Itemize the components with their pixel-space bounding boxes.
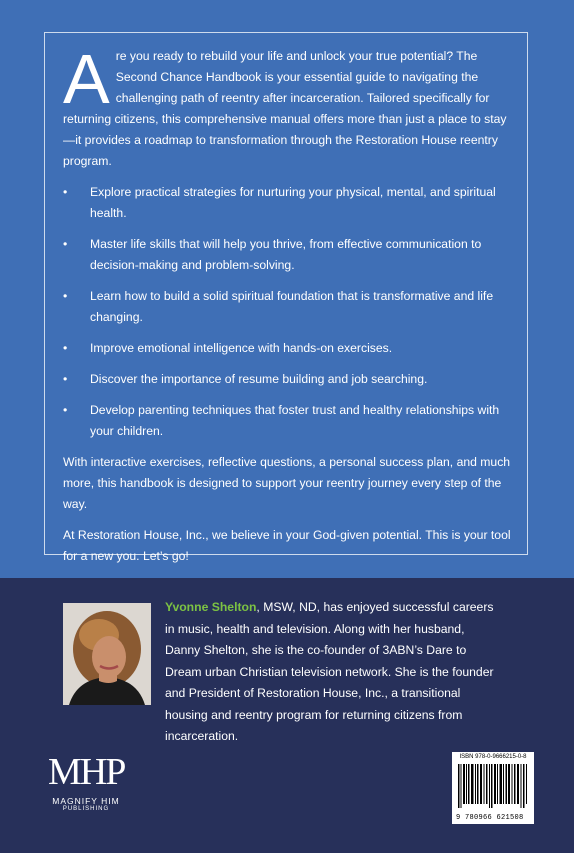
isbn-label: ISBN 978-0-9666215-0-8 <box>459 754 527 760</box>
list-item: • Learn how to build a solid spiritual foundation that is transformative and life changing. <box>63 286 511 328</box>
list-item: • Explore practical strategies for nurturing your physical, mental, and spiritual health. <box>63 182 511 224</box>
publisher-mark: MHP <box>48 751 125 793</box>
author-portrait-icon <box>63 603 151 705</box>
author-bio-text: , MSW, ND, has enjoyed successful careers in music, health and television. Along with her husband, Danny Shelton, she is the co-founder of 3ABN’s Dare to Dream urban Christian television network. She is the founder and President of Restoration House, Inc., a transitional housing and reentry program for returning citizens from incarceration. <box>165 600 494 743</box>
author-photo <box>63 603 151 705</box>
author-bio <box>165 597 497 748</box>
drop-cap: A <box>63 40 110 118</box>
barcode-digits: 9 780966 621508 <box>456 814 524 822</box>
bullet-mark: • <box>63 372 68 386</box>
author-name: Yvonne Shelton <box>165 600 257 614</box>
intro-text: re you ready to rebuild your life and unlock your true potential? The Second Chance Handbook is your essential guide to navigating the challenging path of reentry after incarceration. Tailored specifically for returning citizens, this comprehensive manual offers more than just a place to stay—it provides a roadmap to transformation through the Restoration House reentry program. <box>63 49 507 168</box>
back-cover-copy <box>63 40 511 567</box>
bullet-mark: • <box>63 237 68 251</box>
list-item: • Improve emotional intelligence with hands-on exercises. <box>63 338 511 359</box>
closing-paragraph: With interactive exercises, reflective questions, a personal success plan, and much more, this handbook is designed to support your reentry journey every step of the way. <box>63 455 511 511</box>
list-item: • Master life skills that will help you thrive, from effective communication to decision-making and problem-solving. <box>63 234 511 276</box>
publisher-name-line1: MAGNIFY HIM <box>52 796 120 806</box>
publisher-name-line2: PUBLISHING <box>62 806 110 812</box>
bullet-mark: • <box>63 289 68 303</box>
bullet-mark: • <box>63 185 68 199</box>
barcode-icon <box>452 762 534 812</box>
list-item: • Develop parenting techniques that foster trust and healthy relationships with your children. <box>63 400 511 442</box>
bullet-mark: • <box>63 341 68 355</box>
closing-paragraph-2: At Restoration House, Inc., we believe in your God-given potential. This is your tool for a new you. Let’s go! <box>63 528 511 563</box>
list-item: • Discover the importance of resume building and job searching. <box>63 369 511 390</box>
benefit-list <box>63 182 511 442</box>
bullet-mark: • <box>63 403 68 417</box>
intro-paragraph <box>63 40 511 172</box>
isbn-barcode <box>452 752 534 824</box>
publisher-logo <box>48 752 124 824</box>
